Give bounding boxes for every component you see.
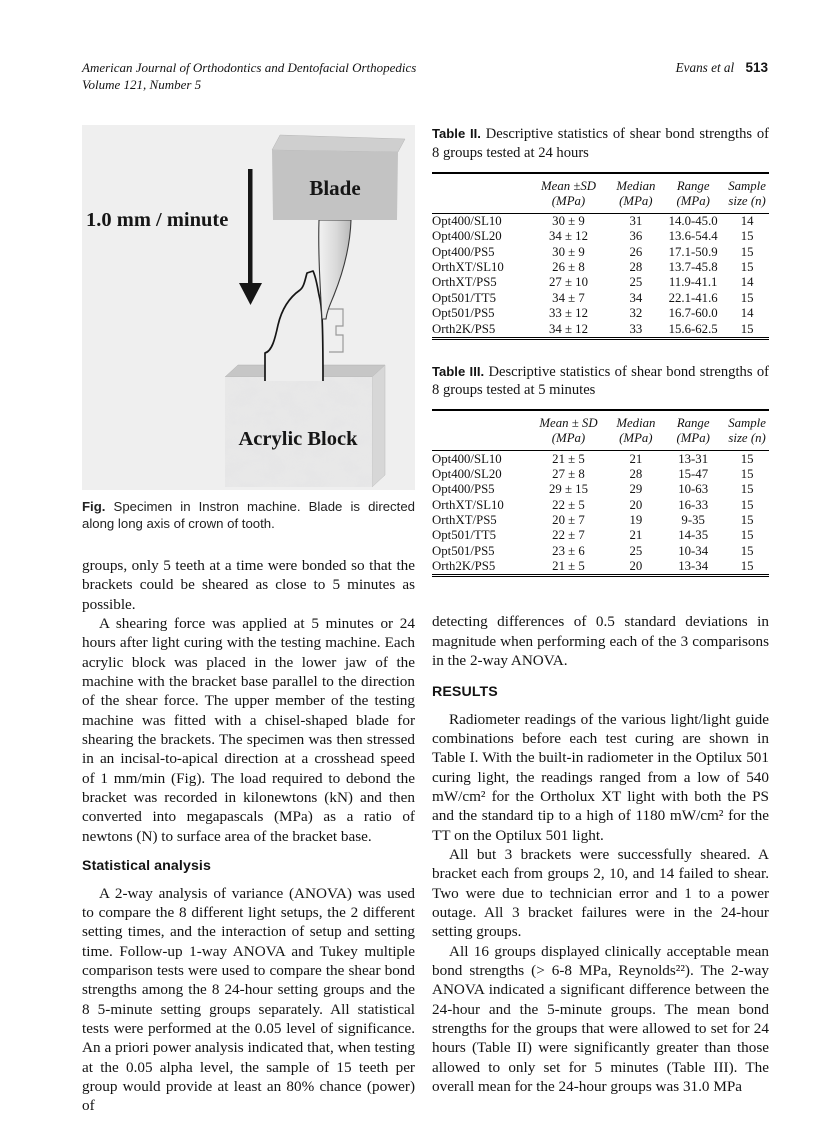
paragraph-statistical-analysis: A 2-way analysis of variance (ANOVA) was used to compare the 8 different light setups, the 2 different setting times, and the interaction of setup and setting time. Follow-up 1-way ANOVA and Tukey multiple comparison tests were used to compare the shear bond strengths among the 8 24-hour setting groups and the 8 5-minute setting groups separately. All statistical tests were performed at the 0.05 level of significance. An a priori power analysis indicated that, when testing at the 0.05 alpha level, the sample of 15 teeth per group would provide at least an 80% chance (power) of — [82, 884, 415, 1115]
table3-label: Table III. — [432, 363, 485, 379]
journal-issue: Volume 121, Number 5 — [82, 76, 202, 92]
figure-caption-lead: Fig. — [82, 499, 106, 514]
table2-col-n: Sample size (n) — [725, 173, 769, 214]
figure-instron-machine — [82, 125, 415, 490]
table3-title-text: Descriptive statistics of shear bond strengths of 8 groups tested at 5 minutes — [432, 363, 769, 399]
running-head-left — [82, 60, 416, 93]
blade-label: Blade — [309, 176, 361, 200]
table-row: Opt400/SL20 27 ± 8 28 15-47 15 — [432, 466, 754, 481]
table-row: OrthXT/SL10 22 ± 5 20 16-33 15 — [432, 497, 754, 512]
paragraph-radiometer: Radiometer readings of the various light/light guide combinations before each test curing are shown in Table I. With the built-in radiometer in the Optilux 501 curing light, the readings ranged from a low of 540 mW/cm² for the Ortholux XT light with both the PS and the standard tip to a high of 1180 mW/cm² for the TT on the Optilux 501 light. — [432, 710, 769, 844]
table-row: Opt400/PS5 30 ± 9 26 17.1-50.9 15 — [432, 244, 754, 259]
table-row: OrthXT/PS5 20 ± 7 19 9-35 15 — [432, 513, 754, 528]
left-column — [82, 556, 415, 1116]
journal-title: American Journal of Orthodontics and Dentofacial Orthopedics — [82, 60, 417, 75]
table-row: Opt501/TT5 34 ± 7 34 22.1-41.6 15 — [432, 290, 754, 305]
paragraph-brackets-sheared: All but 3 brackets were successfully sheared. A bracket each from groups 2, 10, and 14 failed to shear. Two were due to technician error and 1 to a power outage. All 3 bracket failures were in the 24-hour setting groups. — [432, 845, 769, 941]
blade-block — [272, 135, 405, 220]
figure-caption-text: Specimen in Instron machine. Blade is directed along long axis of crown of tooth. — [82, 499, 415, 531]
table-row: Opt501/TT5 22 ± 7 21 14-35 15 — [432, 528, 754, 543]
paragraph-group-strengths: All 16 groups displayed clinically acceptable mean bond strengths (> 6-8 MPa, Reynolds²²). The 2-way ANOVA indicated a significant difference between the 24-hour and the 5-minute groups. The mean bond strengths for the groups that were allowed to set for 24 hours (Table II) were significantly greater than those allowed to only set for 5 minutes (Table III). The overall mean for the 24-hour groups was 31.0 MPa — [432, 942, 769, 1096]
table2-col-group — [432, 173, 526, 214]
instron-diagram — [82, 125, 415, 490]
table-row: Orth2K/PS5 21 ± 5 20 13-34 15 — [432, 559, 754, 574]
table-row: Opt400/SL10 21 ± 5 21 13-31 15 — [432, 451, 754, 466]
heading-results: RESULTS — [432, 684, 498, 701]
page-number: 513 — [745, 60, 768, 75]
table2-title-text: Descriptive statistics of shear bond strengths of 8 groups tested at 24 hours — [432, 126, 770, 161]
table3-title — [432, 363, 769, 401]
right-column-text — [432, 612, 769, 1096]
table2-label: Table II. — [432, 126, 481, 141]
table3 — [432, 409, 769, 577]
speed-label: 1.0 mm / minute — [86, 209, 229, 231]
table3-col-mean: Mean ± SD (MPa) — [526, 410, 610, 451]
table3-col-group — [432, 410, 526, 451]
table2-col-mean: Mean ±SD (MPa) — [526, 173, 610, 214]
table3-header-row — [432, 410, 769, 451]
paragraph-shearing-force: A shearing force was applied at 5 minutes or 24 hours after light curing with the testing machine. Each acrylic block was placed in the lower jaw of the machine with the bracket base parallel to the direction of the shear force. The upper member of the testing machine was fitted with a chisel-shaped blade for shearing the brackets. The specimen was then stressed in an incisal-to-apical direction at a crosshead speed of 1 mm/min (Fig). The load required to debond the bracket was recorded in kilonewtons (kN) and then converted into megapascals (MPa) as a ratio of newtons (N) to surface area of the bracket base. — [82, 615, 415, 845]
table-row: Opt501/PS5 23 ± 6 25 10-34 15 — [432, 543, 754, 558]
table-row: Opt400/PS5 29 ± 15 29 10-63 15 — [432, 482, 754, 497]
heading-statistical-analysis: Statistical analysis — [82, 858, 211, 875]
table2-col-range: Range (MPa) — [661, 173, 725, 214]
figure-caption — [82, 498, 415, 532]
right-column — [432, 125, 769, 1096]
table3-col-median: Median (MPa) — [611, 410, 662, 451]
table3-col-n: Sample size (n) — [725, 410, 769, 451]
table2-header-row — [432, 173, 769, 214]
table2-col-median: Median (MPa) — [611, 173, 662, 214]
paragraph-detecting: detecting differences of 0.5 standard deviations in magnitude when performing each of the 3 comparisons in the 2-way ANOVA. — [432, 613, 769, 669]
authors: Evans et al — [675, 60, 735, 75]
table-row: Opt501/PS5 33 ± 12 32 16.7-60.0 14 — [432, 306, 754, 321]
paragraph-continuation: groups, only 5 teeth at a time were bonded so that the brackets could be sheared as close to 5 minutes as possible. — [82, 557, 415, 613]
table-row: Orth2K/PS5 34 ± 12 33 15.6-62.5 15 — [432, 321, 754, 336]
table2-title — [432, 125, 769, 163]
table2 — [432, 172, 769, 340]
table-row: Opt400/SL20 34 ± 12 36 13.6-54.4 15 — [432, 229, 754, 244]
running-head-right — [560, 60, 768, 76]
table-row: OrthXT/SL10 26 ± 8 28 13.7-45.8 15 — [432, 260, 754, 275]
table-row: OrthXT/PS5 27 ± 10 25 11.9-41.1 14 — [432, 275, 754, 290]
table-row: Opt400/SL10 30 ± 9 31 14.0-45.0 14 — [432, 213, 754, 228]
acrylic-block-label: Acrylic Block — [238, 428, 358, 450]
table3-col-range: Range (MPa) — [661, 410, 725, 451]
acrylic-block — [225, 365, 385, 487]
